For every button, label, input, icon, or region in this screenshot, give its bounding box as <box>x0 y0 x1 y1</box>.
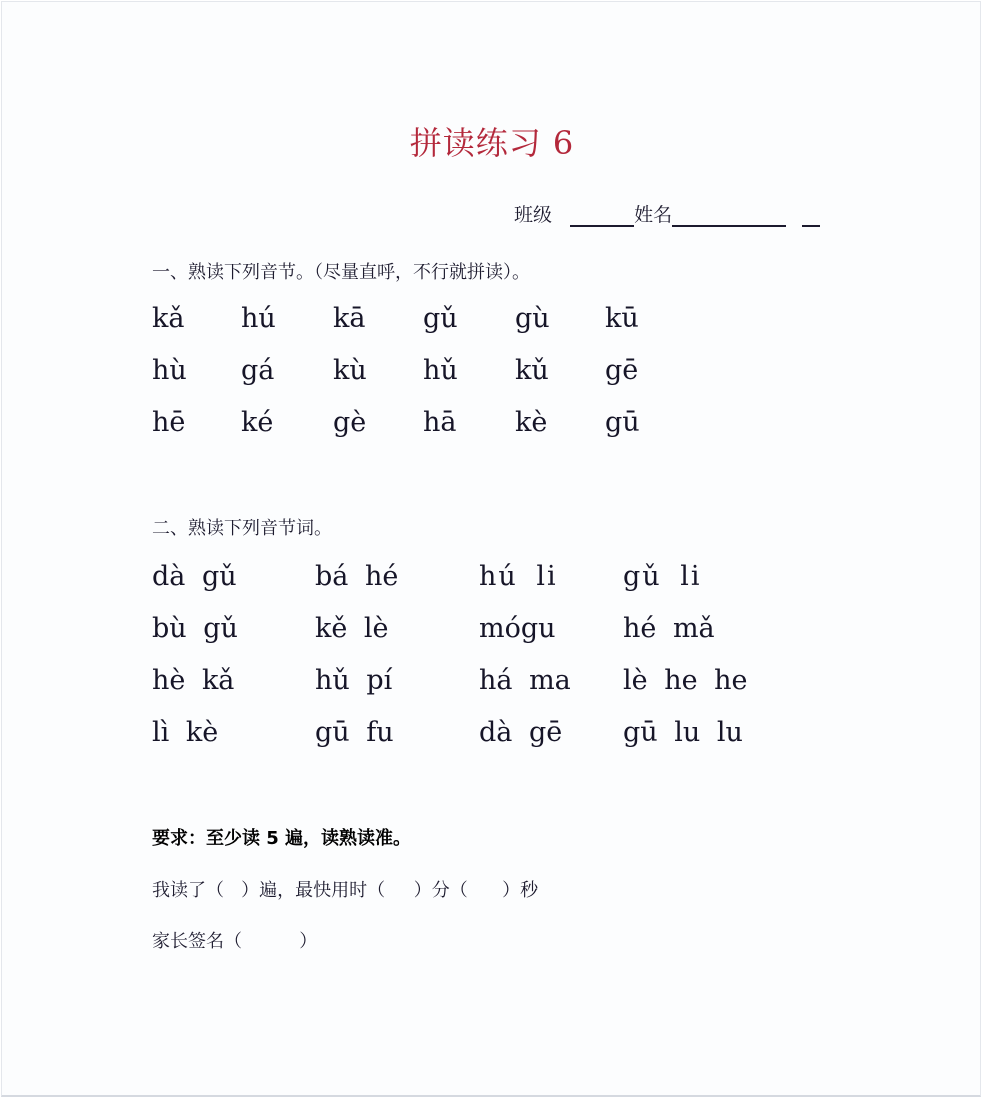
word: hǔ pí <box>315 665 393 696</box>
syllable: kù <box>333 355 367 386</box>
word: gū lu lu <box>623 717 743 748</box>
student-info <box>514 200 820 227</box>
word: dà gǔ <box>152 561 237 592</box>
word: bá hé <box>315 561 399 592</box>
word: dà gē <box>479 717 563 748</box>
section1-heading: 一、熟读下列音节。（尽量直呼，不行就拼读）。 <box>152 262 530 283</box>
syllable: gù <box>515 303 550 334</box>
syllable: kā <box>333 303 366 334</box>
word: hé mǎ <box>623 613 715 644</box>
syllable: gē <box>605 355 639 386</box>
word: lì kè <box>152 717 219 748</box>
word: gū fu <box>315 717 394 748</box>
word: gǔ li <box>623 561 702 592</box>
syllable: kè <box>515 407 548 438</box>
parent-signature-line: 家长签名（ ） <box>152 931 318 952</box>
syllable: gū <box>605 407 640 438</box>
word: há ma <box>479 665 571 696</box>
word: kě lè <box>315 613 389 644</box>
reading-log-line: 我读了（ ）遍，最快用时（ ）分（ ）秒 <box>152 880 539 901</box>
page-title: 拼读练习 6 <box>409 124 575 162</box>
word: hú li <box>479 561 558 592</box>
syllable: hù <box>152 355 187 386</box>
syllable: hǔ <box>423 355 458 386</box>
class-blank[interactable] <box>570 205 634 227</box>
syllable: kǔ <box>515 355 549 386</box>
name-blank[interactable] <box>672 205 786 227</box>
worksheet-page <box>1 1 981 1097</box>
requirement-text: 要求：至少读 5 遍，读熟读准。 <box>152 828 412 849</box>
syllable: hē <box>152 407 186 438</box>
word: mógu <box>479 613 556 644</box>
syllable: gǔ <box>423 303 458 334</box>
syllable: kǎ <box>152 303 185 334</box>
word: lè he he <box>623 665 748 696</box>
section2-heading: 二、熟读下列音节词。 <box>152 518 332 539</box>
class-label: 班级 <box>514 204 553 226</box>
word: hè kǎ <box>152 665 235 696</box>
syllable: gè <box>333 407 367 438</box>
syllable: hú <box>241 303 276 334</box>
extra-blank <box>802 205 820 227</box>
name-label: 姓名 <box>634 204 673 226</box>
syllable: gá <box>241 355 275 386</box>
syllable: ké <box>241 407 274 438</box>
word: bù gǔ <box>152 613 238 644</box>
syllable: kū <box>605 303 639 334</box>
syllable: hā <box>423 407 457 438</box>
